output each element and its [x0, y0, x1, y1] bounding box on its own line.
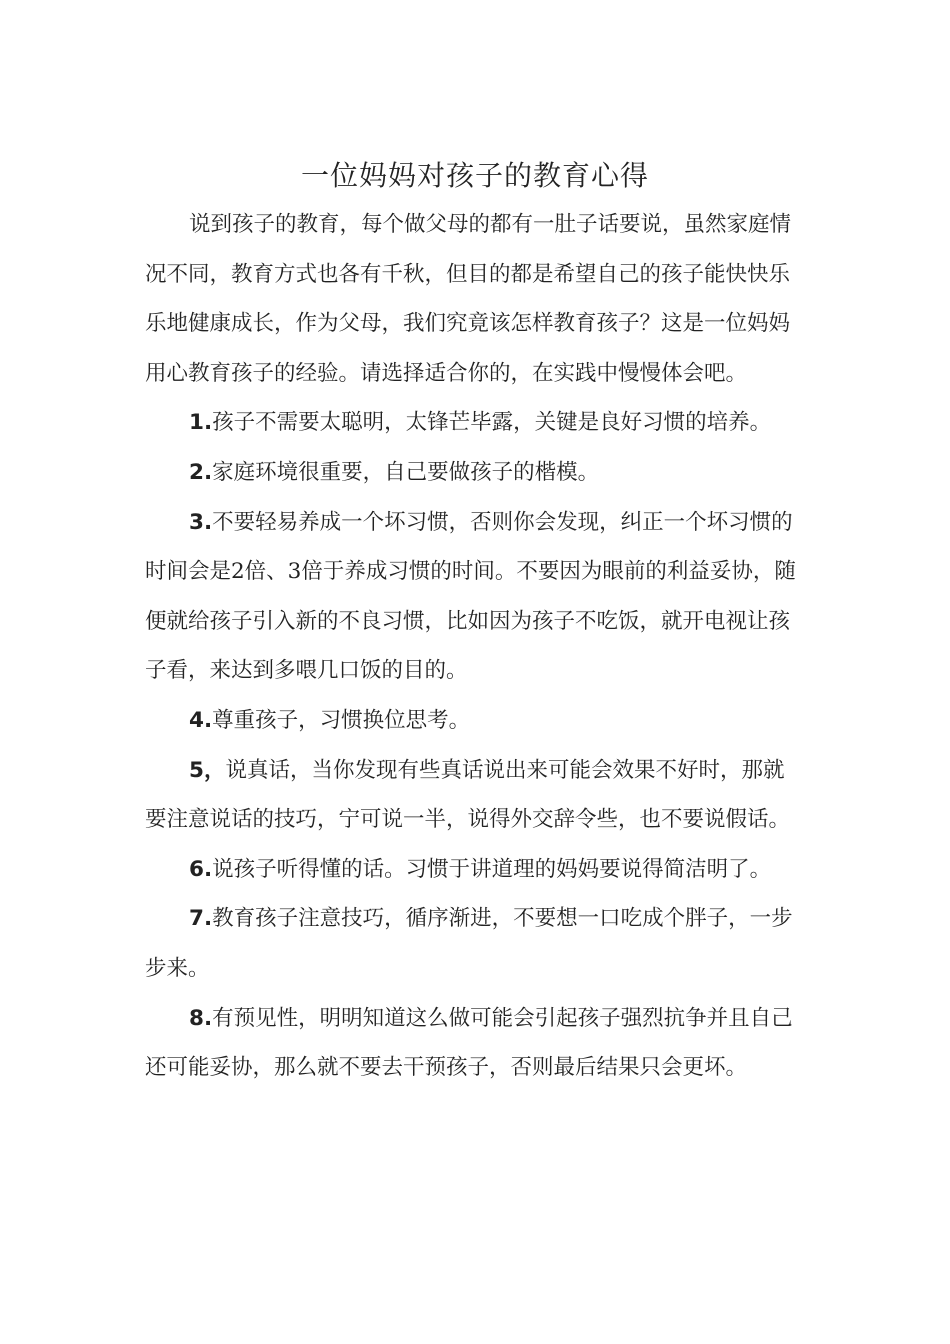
intro-paragraph: 说到孩子的教育，每个做父母的都有一肚子话要说，虽然家庭情况不同，教育方式也各有千秋，但目的都是希望自己的孩子能快快乐乐地健康成长，作为父母，我们究竟该怎样教育孩子？这是一位妈妈用心教育孩子的经验。请选择适合你的，在实践中慢慢体会吧。 [145, 212, 792, 386]
point-1 [145, 398, 805, 448]
point-5 [145, 746, 805, 845]
point-text: 尊重孩子，习惯换位思考。 [212, 707, 471, 733]
point-3 [145, 498, 805, 696]
point-text: 家庭环境很重要，自己要做孩子的楷模。 [212, 459, 600, 485]
point-number: 8. [189, 1005, 213, 1031]
point-number: 7. [189, 906, 213, 932]
point-number: 1. [189, 410, 213, 436]
point-text: 说真话，当你发现有些真话说出来可能会效果不好时，那就要注意说话的技巧，宁可说一半，说得外交辞令些，也不要说假话。 [145, 757, 791, 833]
point-6 [145, 845, 805, 895]
point-number: 2. [189, 459, 213, 485]
point-number: 4. [189, 707, 213, 733]
point-text: 教育孩子注意技巧，循序渐进，不要想一口吃成个胖子，一步步来。 [145, 906, 793, 981]
point-text: 说孩子听得懂的话。习惯于讲道理的妈妈要说得简洁明了。 [212, 856, 772, 882]
point-text: 有预见性，明明知道这么做可能会引起孩子强烈抗争并且自己还可能妥协，那么就不要去干预孩子，否则最后结果只会更坏。 [145, 1005, 793, 1081]
point-number: 6. [189, 856, 213, 882]
point-2 [145, 448, 805, 498]
point-number: 3. [189, 509, 213, 535]
document-title: 一位妈妈对孩子的教育心得 [300, 159, 649, 192]
document-body [145, 200, 805, 1093]
point-7 [145, 894, 805, 993]
point-number: 5， [189, 757, 226, 783]
point-8 [145, 994, 805, 1093]
point-text: 孩子不需要太聪明，太锋芒毕露，关键是良好习惯的培养。 [212, 410, 772, 436]
point-text: 不要轻易养成一个坏习惯，否则你会发现，纠正一个坏习惯的时间会是2倍、3倍于养成习惯的时间。不要因为眼前的利益妥协，随便就给孩子引入新的不良习惯，比如因为孩子不吃饭，就开电视让孩子看，来达到多喂几口饭的目的。 [145, 509, 796, 684]
point-4 [145, 696, 805, 746]
